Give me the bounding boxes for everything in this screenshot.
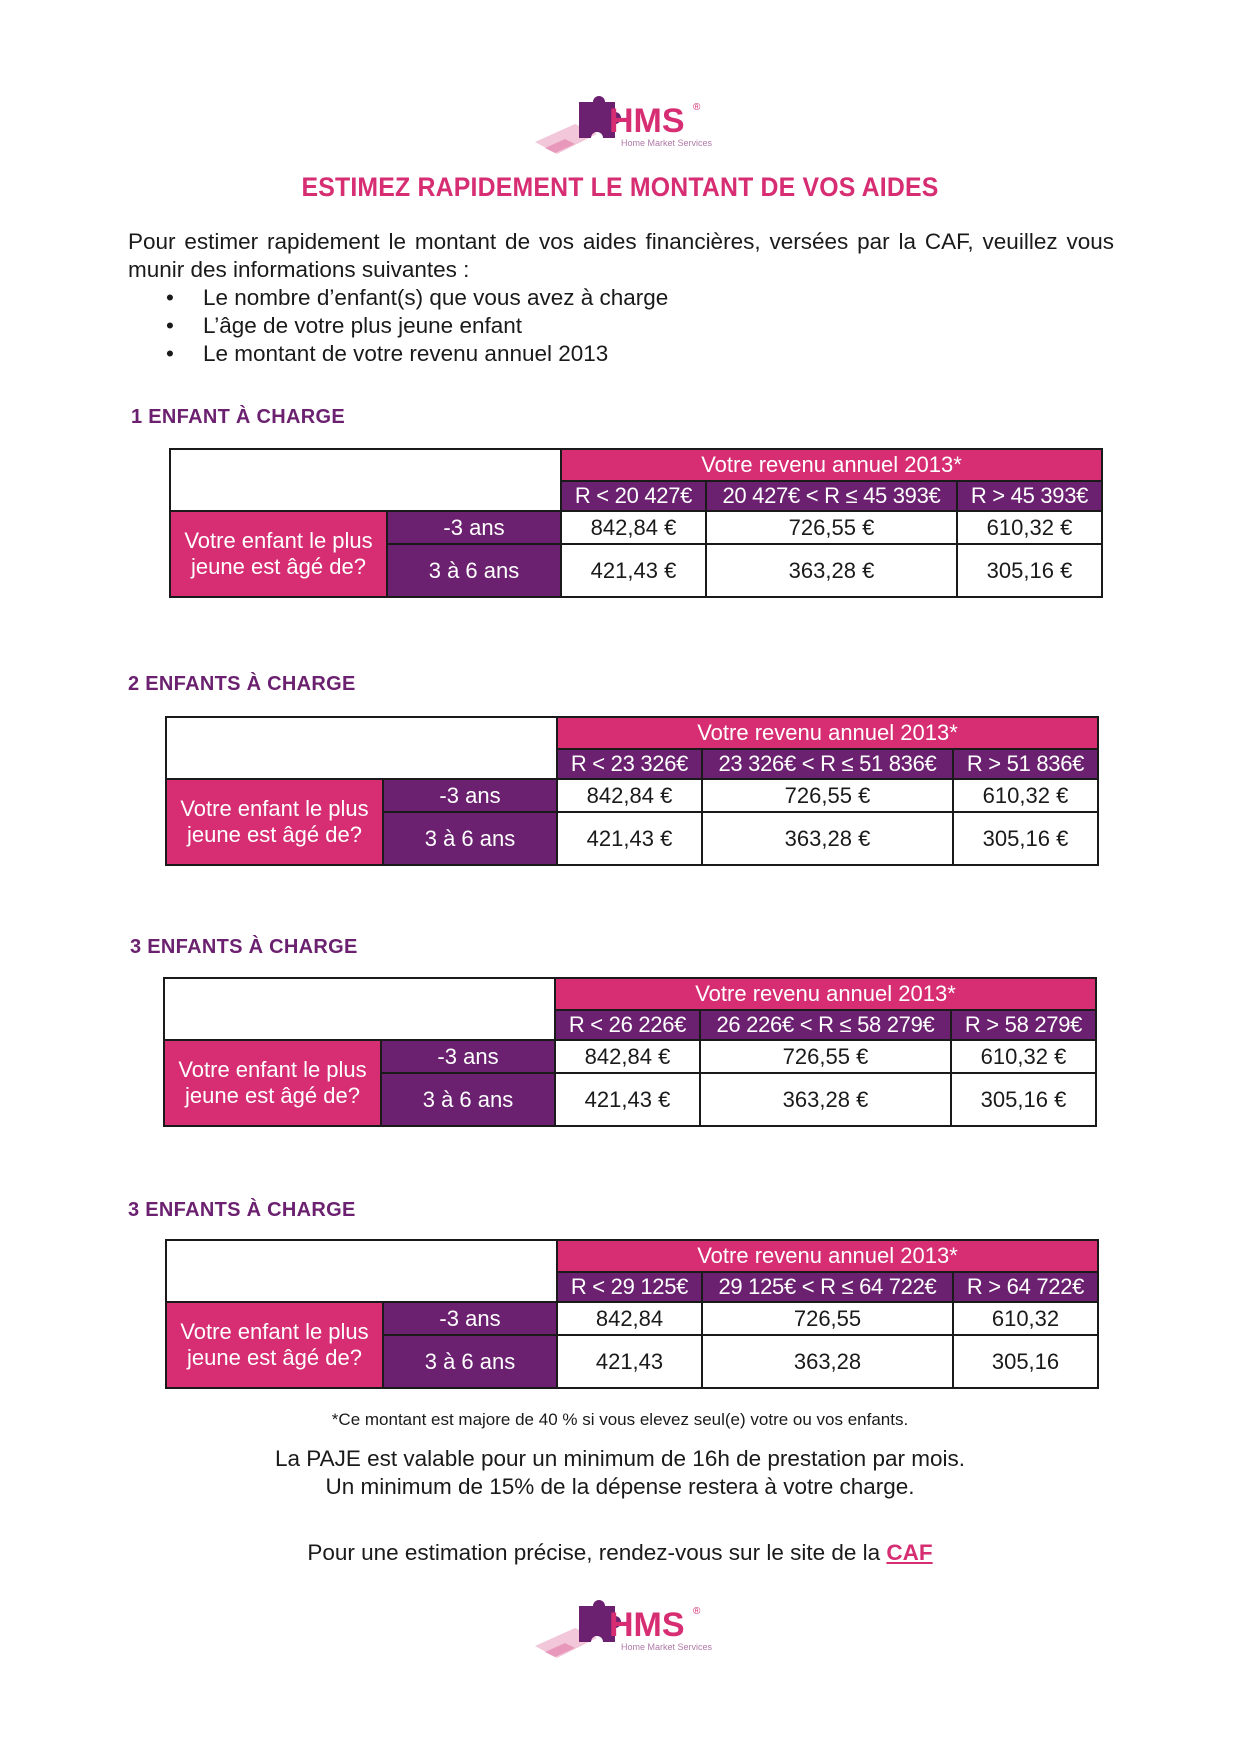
value-cell: 421,43 xyxy=(557,1335,702,1388)
paje-notice xyxy=(0,1445,1240,1501)
aid-table xyxy=(163,977,1097,1127)
row-header: Votre enfant le plus jeune est âgé de? xyxy=(164,1040,381,1126)
value-cell: 363,28 € xyxy=(700,1073,951,1126)
list-item: • Le nombre d’enfant(s) que vous avez à charge xyxy=(128,284,1114,312)
paje-line: La PAJE est valable pour un minimum de 16h de prestation par mois. xyxy=(275,1446,965,1471)
section-title: 1 ENFANT À CHARGE xyxy=(131,406,346,428)
revenue-header: Votre revenu annuel 2013* xyxy=(555,978,1096,1010)
row-header: Votre enfant le plus jeune est âgé de? xyxy=(166,779,383,865)
section-title: 2 ENFANTS À CHARGE xyxy=(128,673,356,695)
list-item: • L’âge de votre plus jeune enfant xyxy=(128,312,1114,340)
bracket-low: R < 20 427€ xyxy=(561,481,706,511)
value-cell: 363,28 € xyxy=(706,544,957,597)
value-cell: 842,84 € xyxy=(555,1040,700,1073)
aid-table xyxy=(165,1239,1099,1389)
section-title: 3 ENFANTS À CHARGE xyxy=(128,1199,356,1221)
bracket-mid: 20 427€ < R ≤ 45 393€ xyxy=(706,481,957,511)
value-cell: 305,16 € xyxy=(951,1073,1096,1126)
value-cell: 421,43 € xyxy=(561,544,706,597)
value-cell: 421,43 € xyxy=(557,812,702,865)
row-header: Votre enfant le plus jeune est âgé de? xyxy=(166,1302,383,1388)
age-3-to-6: 3 à 6 ans xyxy=(381,1073,555,1126)
value-cell: 305,16 xyxy=(953,1335,1098,1388)
value-cell: 726,55 € xyxy=(706,511,957,544)
value-cell: 610,32 € xyxy=(957,511,1102,544)
value-cell: 726,55 xyxy=(702,1302,953,1335)
age-under-3: -3 ans xyxy=(383,779,557,812)
blank-cell xyxy=(166,1240,557,1302)
revenue-header: Votre revenu annuel 2013* xyxy=(561,449,1102,481)
svg-text:®: ® xyxy=(693,102,701,113)
value-cell: 421,43 € xyxy=(555,1073,700,1126)
value-cell: 610,32 € xyxy=(951,1040,1096,1073)
page-title: ESTIMEZ RAPIDEMENT LE MONTANT DE VOS AIDES xyxy=(301,172,939,202)
value-cell: 842,84 xyxy=(557,1302,702,1335)
svg-text:HMS: HMS xyxy=(609,1606,685,1644)
svg-text:Home Market Services: Home Market Services xyxy=(621,1642,713,1652)
caf-link[interactable]: CAF xyxy=(886,1540,933,1565)
blank-cell xyxy=(166,717,557,779)
svg-text:Home Market Services: Home Market Services xyxy=(621,138,713,148)
blank-cell xyxy=(170,449,561,511)
blank-cell xyxy=(164,978,555,1040)
bracket-low: R < 23 326€ xyxy=(557,749,702,779)
bracket-high: R > 58 279€ xyxy=(951,1010,1096,1040)
bracket-high: R > 51 836€ xyxy=(953,749,1098,779)
revenue-header: Votre revenu annuel 2013* xyxy=(557,1240,1098,1272)
estimate-text: Pour une estimation précise, rendez-vous sur le site de la xyxy=(307,1540,881,1565)
value-cell: 363,28 € xyxy=(702,812,953,865)
bracket-low: R < 29 125€ xyxy=(557,1272,702,1302)
age-3-to-6: 3 à 6 ans xyxy=(383,812,557,865)
aid-table xyxy=(169,448,1103,598)
age-3-to-6: 3 à 6 ans xyxy=(387,544,561,597)
age-under-3: -3 ans xyxy=(383,1302,557,1335)
age-under-3: -3 ans xyxy=(381,1040,555,1073)
value-cell: 610,32 xyxy=(953,1302,1098,1335)
svg-text:HMS: HMS xyxy=(609,102,685,140)
age-under-3: -3 ans xyxy=(387,511,561,544)
svg-text:®: ® xyxy=(693,1606,701,1617)
value-cell: 305,16 € xyxy=(957,544,1102,597)
intro xyxy=(128,228,1114,368)
value-cell: 842,84 € xyxy=(557,779,702,812)
value-cell: 610,32 € xyxy=(953,779,1098,812)
value-cell: 305,16 € xyxy=(953,812,1098,865)
intro-text: Pour estimer rapidement le montant de vos aides financières, versées par la CAF, veuillez vous munir des informations suivantes : xyxy=(128,229,1114,282)
value-cell: 726,55 € xyxy=(700,1040,951,1073)
bracket-mid: 29 125€ < R ≤ 64 722€ xyxy=(702,1272,953,1302)
row-header: Votre enfant le plus jeune est âgé de? xyxy=(170,511,387,597)
bracket-high: R > 64 722€ xyxy=(953,1272,1098,1302)
estimate-line xyxy=(0,1540,1240,1566)
bracket-mid: 23 326€ < R ≤ 51 836€ xyxy=(702,749,953,779)
paje-line: Un minimum de 15% de la dépense restera à votre charge. xyxy=(325,1474,915,1499)
list-item: • Le montant de votre revenu annuel 2013 xyxy=(128,340,1114,368)
footnote: *Ce montant est majore de 40 % si vous elevez seul(e) votre ou vos enfants. xyxy=(331,1410,909,1429)
revenue-header: Votre revenu annuel 2013* xyxy=(557,717,1098,749)
hms-logo xyxy=(535,92,715,162)
section-title: 3 ENFANTS À CHARGE xyxy=(130,936,358,958)
age-3-to-6: 3 à 6 ans xyxy=(383,1335,557,1388)
value-cell: 842,84 € xyxy=(561,511,706,544)
bracket-low: R < 26 226€ xyxy=(555,1010,700,1040)
hms-logo-footer xyxy=(535,1596,715,1666)
bracket-mid: 26 226€ < R ≤ 58 279€ xyxy=(700,1010,951,1040)
info-list xyxy=(128,284,1114,368)
aid-table xyxy=(165,716,1099,866)
value-cell: 363,28 xyxy=(702,1335,953,1388)
bracket-high: R > 45 393€ xyxy=(957,481,1102,511)
value-cell: 726,55 € xyxy=(702,779,953,812)
